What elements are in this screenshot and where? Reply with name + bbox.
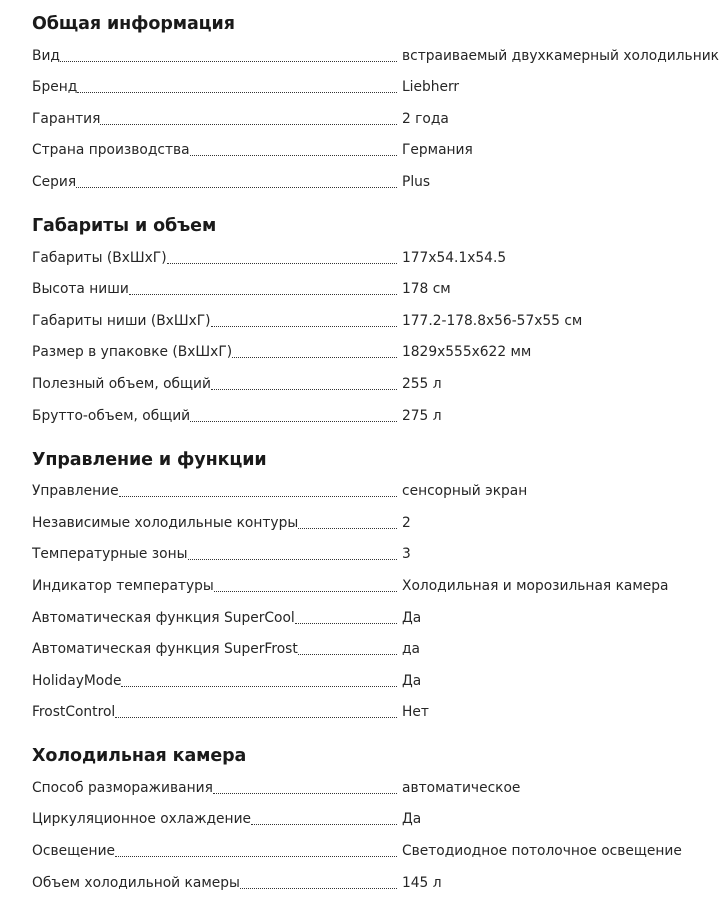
- spec-value: 2 года: [402, 110, 449, 127]
- dotted-leader: [298, 527, 397, 529]
- spec-value: Германия: [402, 142, 473, 159]
- spec-label: Размер в упаковке (ВхШхГ): [32, 344, 233, 361]
- dotted-leader: [190, 154, 397, 156]
- dotted-leader: [214, 590, 397, 592]
- spec-label: Полезный объем, общий: [32, 375, 211, 392]
- spec-row: [32, 505, 720, 537]
- dotted-leader: [298, 653, 397, 655]
- section-title: Общая информация: [32, 14, 235, 34]
- dotted-leader: [115, 855, 397, 857]
- spec-label: Объем холодильной камеры: [32, 874, 240, 891]
- spec-value: автоматическое: [402, 779, 521, 796]
- spec-value: 275 л: [402, 407, 442, 424]
- spec-row: [32, 164, 720, 196]
- spec-label: HolidayMode: [32, 672, 122, 689]
- spec-row: [32, 398, 720, 430]
- dotted-leader: [240, 887, 397, 889]
- spec-value: Да: [402, 609, 422, 626]
- section-title: Габариты и объем: [32, 215, 217, 236]
- spec-row: [32, 833, 720, 865]
- spec-row: [32, 568, 720, 600]
- spec-value: 177.2-178.8x56-57x55 см: [402, 312, 583, 329]
- dotted-leader: [211, 388, 397, 390]
- spec-row: [32, 303, 720, 335]
- spec-row: [32, 38, 720, 70]
- spec-label: Страна производства: [32, 142, 190, 159]
- spec-label: Температурные зоны: [32, 546, 188, 563]
- spec-label: Габариты ниши (ВхШхГ): [32, 312, 211, 329]
- dotted-leader: [76, 186, 397, 188]
- section-refrigerator-compartment: [32, 742, 720, 896]
- section-title: Холодильная камера: [32, 746, 247, 767]
- section-general-info: [32, 10, 720, 196]
- dotted-leader: [115, 716, 397, 718]
- spec-label: Способ размораживания: [32, 779, 213, 796]
- spec-value: 255 л: [402, 375, 442, 392]
- spec-label: Высота ниши: [32, 281, 129, 298]
- spec-value: да: [402, 641, 420, 658]
- spec-label: Брутто-объем, общий: [32, 407, 191, 424]
- spec-row: [32, 474, 720, 506]
- dotted-leader: [60, 60, 397, 62]
- spec-row: [32, 70, 720, 102]
- spec-label: Габариты (ВхШхГ): [32, 249, 167, 266]
- dotted-leader: [167, 262, 397, 264]
- spec-value: 145 л: [402, 874, 442, 891]
- spec-value: Plus: [402, 173, 431, 190]
- spec-label: Серия: [32, 173, 77, 190]
- dotted-leader: [100, 123, 397, 125]
- dotted-leader: [121, 685, 397, 687]
- spec-label: Индикатор температуры: [32, 577, 214, 594]
- spec-value: 3: [402, 546, 411, 563]
- spec-label: Гарантия: [32, 110, 101, 127]
- dotted-leader: [232, 356, 397, 358]
- spec-row: [32, 865, 720, 897]
- spec-value: Нет: [402, 704, 429, 721]
- spec-row: [32, 133, 720, 165]
- section-title: Управление и функции: [32, 449, 267, 470]
- spec-row: [32, 335, 720, 367]
- spec-row: [32, 600, 720, 632]
- spec-row: [32, 272, 720, 304]
- spec-label: Автоматическая функция SuperCool: [32, 609, 295, 626]
- spec-label: Освещение: [32, 843, 116, 860]
- spec-value: сенсорный экран: [402, 483, 528, 500]
- spec-label: Циркуляционное охлаждение: [32, 811, 252, 828]
- spec-row: [32, 663, 720, 695]
- dotted-leader: [129, 293, 397, 295]
- spec-row: [32, 537, 720, 569]
- dotted-leader: [188, 558, 398, 560]
- dotted-leader: [251, 823, 397, 825]
- spec-label: Бренд: [32, 79, 78, 96]
- spec-row: [32, 632, 720, 664]
- dotted-leader: [119, 495, 397, 497]
- dotted-leader: [77, 91, 397, 93]
- spec-label: Автоматическая функция SuperFrost: [32, 641, 298, 658]
- spec-value: 2: [402, 514, 411, 531]
- section-controls-functions: [32, 446, 720, 727]
- spec-value: Светодиодное потолочное освещение: [402, 843, 682, 860]
- spec-label: FrostControl: [32, 704, 116, 721]
- spec-row: [32, 101, 720, 133]
- spec-row: [32, 366, 720, 398]
- spec-label: Независимые холодильные контуры: [32, 514, 299, 531]
- spec-label: Управление: [32, 483, 119, 500]
- spec-label: Вид: [32, 47, 60, 64]
- spec-row: [32, 802, 720, 834]
- spec-value: Liebherr: [402, 79, 460, 96]
- spec-row: [32, 695, 720, 727]
- spec-row: [32, 240, 720, 272]
- spec-value: встраиваемый двухкамерный холодильник: [402, 47, 720, 64]
- spec-value: Да: [402, 672, 422, 689]
- spec-value: Холодильная и морозильная камера: [402, 577, 669, 594]
- dotted-leader: [211, 325, 397, 327]
- spec-row: [32, 770, 720, 802]
- spec-value: Да: [402, 811, 422, 828]
- spec-value: 177x54.1x54.5: [402, 249, 507, 266]
- spec-value: 178 см: [402, 281, 451, 298]
- dotted-leader: [190, 420, 397, 422]
- spec-value: 1829x555x622 мм: [402, 344, 532, 361]
- section-dimensions-volume: [32, 212, 720, 430]
- dotted-leader: [295, 622, 397, 624]
- dotted-leader: [213, 792, 397, 794]
